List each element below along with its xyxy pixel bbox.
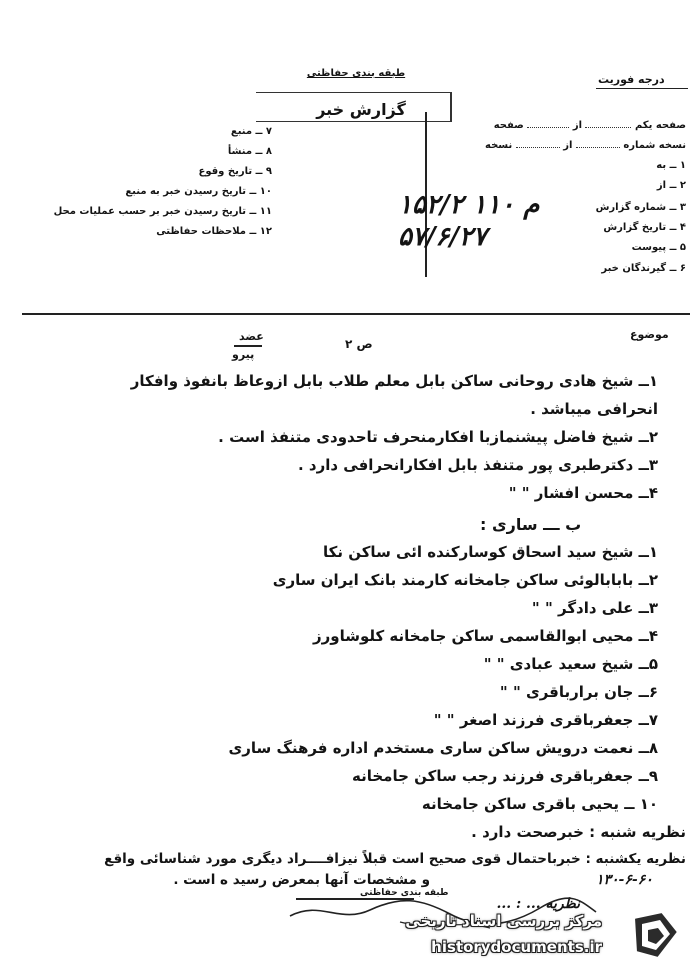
section-b-line-5: ۵ــ شیخ سعید عبادی " " [483,655,658,673]
opinion-sunday-line-2: و مشخصات آنها بمعرض رسید ه است . [173,872,430,888]
section-a-line-5: ۴ــ محسن افشار " " [508,484,658,502]
watermark-logo-icon [628,908,684,962]
fraction-top: عضد [239,330,264,343]
section-b-line-8: ۸ــ نعمت درویش ساکن ساری مستخدم اداره فرهنگ ساری [228,739,658,757]
page-mark: ص ۲ [345,337,373,351]
field-to: ۱ ــ به [656,160,686,171]
field-attachment: ۵ ــ پیوست [631,242,686,253]
header-divider [22,313,690,315]
handwritten-report-number: ۱۵۲/۲ م ۱۱۰ [398,190,540,220]
topic-label: موضوع [630,328,669,341]
field-recipients: ۶ ــ گیرندگان خبر [601,263,686,274]
field-security-notes: ۱۲ ــ ملاحظات حفاظتی [156,226,272,237]
handwritten-report-date: ۵۷/۶/۲۷ [398,222,487,252]
field-page: صفحه یکم از صفحه [493,120,686,131]
field-copy: نسخه شماره از نسخه [485,140,686,151]
opinion-sunday-line-1: نظریه یکشنبه : خبرباحتمال قوی صحیح است قبلاً نیزافــــراد دیگری مورد شناسائی واقع [104,851,686,867]
section-b-line-7: ۷ــ جعفرباقری فرزند اصغر " " [433,711,658,729]
section-b-line-10: ۱۰ ــ یحیی باقری ساکن جامخانه [421,795,658,813]
watermark-url: historydocuments.ir [431,938,602,956]
fraction-bar [234,345,262,347]
section-a-line-4: ۳ــ دکترطبری پور متنفذ بابل افکارانحرافی دارد . [297,456,658,474]
section-b-line-3: ۳ــ علی دادگر " " [531,599,658,617]
section-b-line-4: ۴ــ محیی ابوالقاسمی ساکن جامخانه کلوشاورز [312,627,658,645]
field-from: ۲ ــ از [656,180,686,191]
field-report-date: ۴ ــ تاریخ گزارش [603,222,686,233]
field-occurrence-date: ۹ ــ تاریخ وقوع [198,166,272,177]
section-a-line-3: ۲ــ شیخ فاضل پیشنمازبا افکارمنحرف تاحدودی متنفذ است . [218,428,658,446]
stamp-date: ۱۳۰-۶-۶۰ [596,872,653,888]
opinion-saturday: نظریه شنبه : خبرصحت دارد . [471,823,686,841]
handwritten-note: نظریه ... : ... [496,896,580,912]
section-b-line-9: ۹ــ جعفرباقری فرزند رجب ساکن جامخانه [351,767,658,785]
field-source: ۷ ــ منبع [230,126,272,137]
report-title: گزارش خبر [316,100,406,119]
urgency-label: درجه فوریت [598,73,665,86]
footer-classification: طبقه بندی حفاظتی [360,888,449,898]
field-received-date: ۱۰ ــ تاریخ رسیدن خبر به منبع [125,186,272,197]
section-b-line-6: ۶ــ جان برارباقری " " [499,683,658,701]
urgency-underline [596,88,688,89]
field-operations-date: ۱۱ ــ تاریخ رسیدن خبر بر حسب عملیات محل [53,206,272,217]
section-b-heading: ب ـــ ساری : [480,515,582,534]
classification-top: طبقه بندی حفاظتی [306,68,406,79]
section-a-line-2: انحرافی میباشد . [530,400,658,418]
section-a-line-1: ۱ــ شیخ هادی روحانی ساکن بابل معلم طلاب بابل ازوعاظ بانفوذ وافکار [130,372,658,390]
field-origin: ۸ ــ منشأ [227,146,272,157]
fraction-bottom: پیرو [232,348,255,361]
watermark [400,906,692,964]
section-b-line-1: ۱ــ شیخ سید اسحاق کوسارکنده ائی ساکن نکا [323,543,658,561]
section-b-line-2: ۲ــ بابابالوئی ساکن جامخانه کارمند بانک ایران ساری [272,571,658,589]
watermark-name: مرکز بررسی اسناد تاریخی [405,912,602,930]
field-report-number: ۳ ــ شماره گزارش [595,202,686,213]
